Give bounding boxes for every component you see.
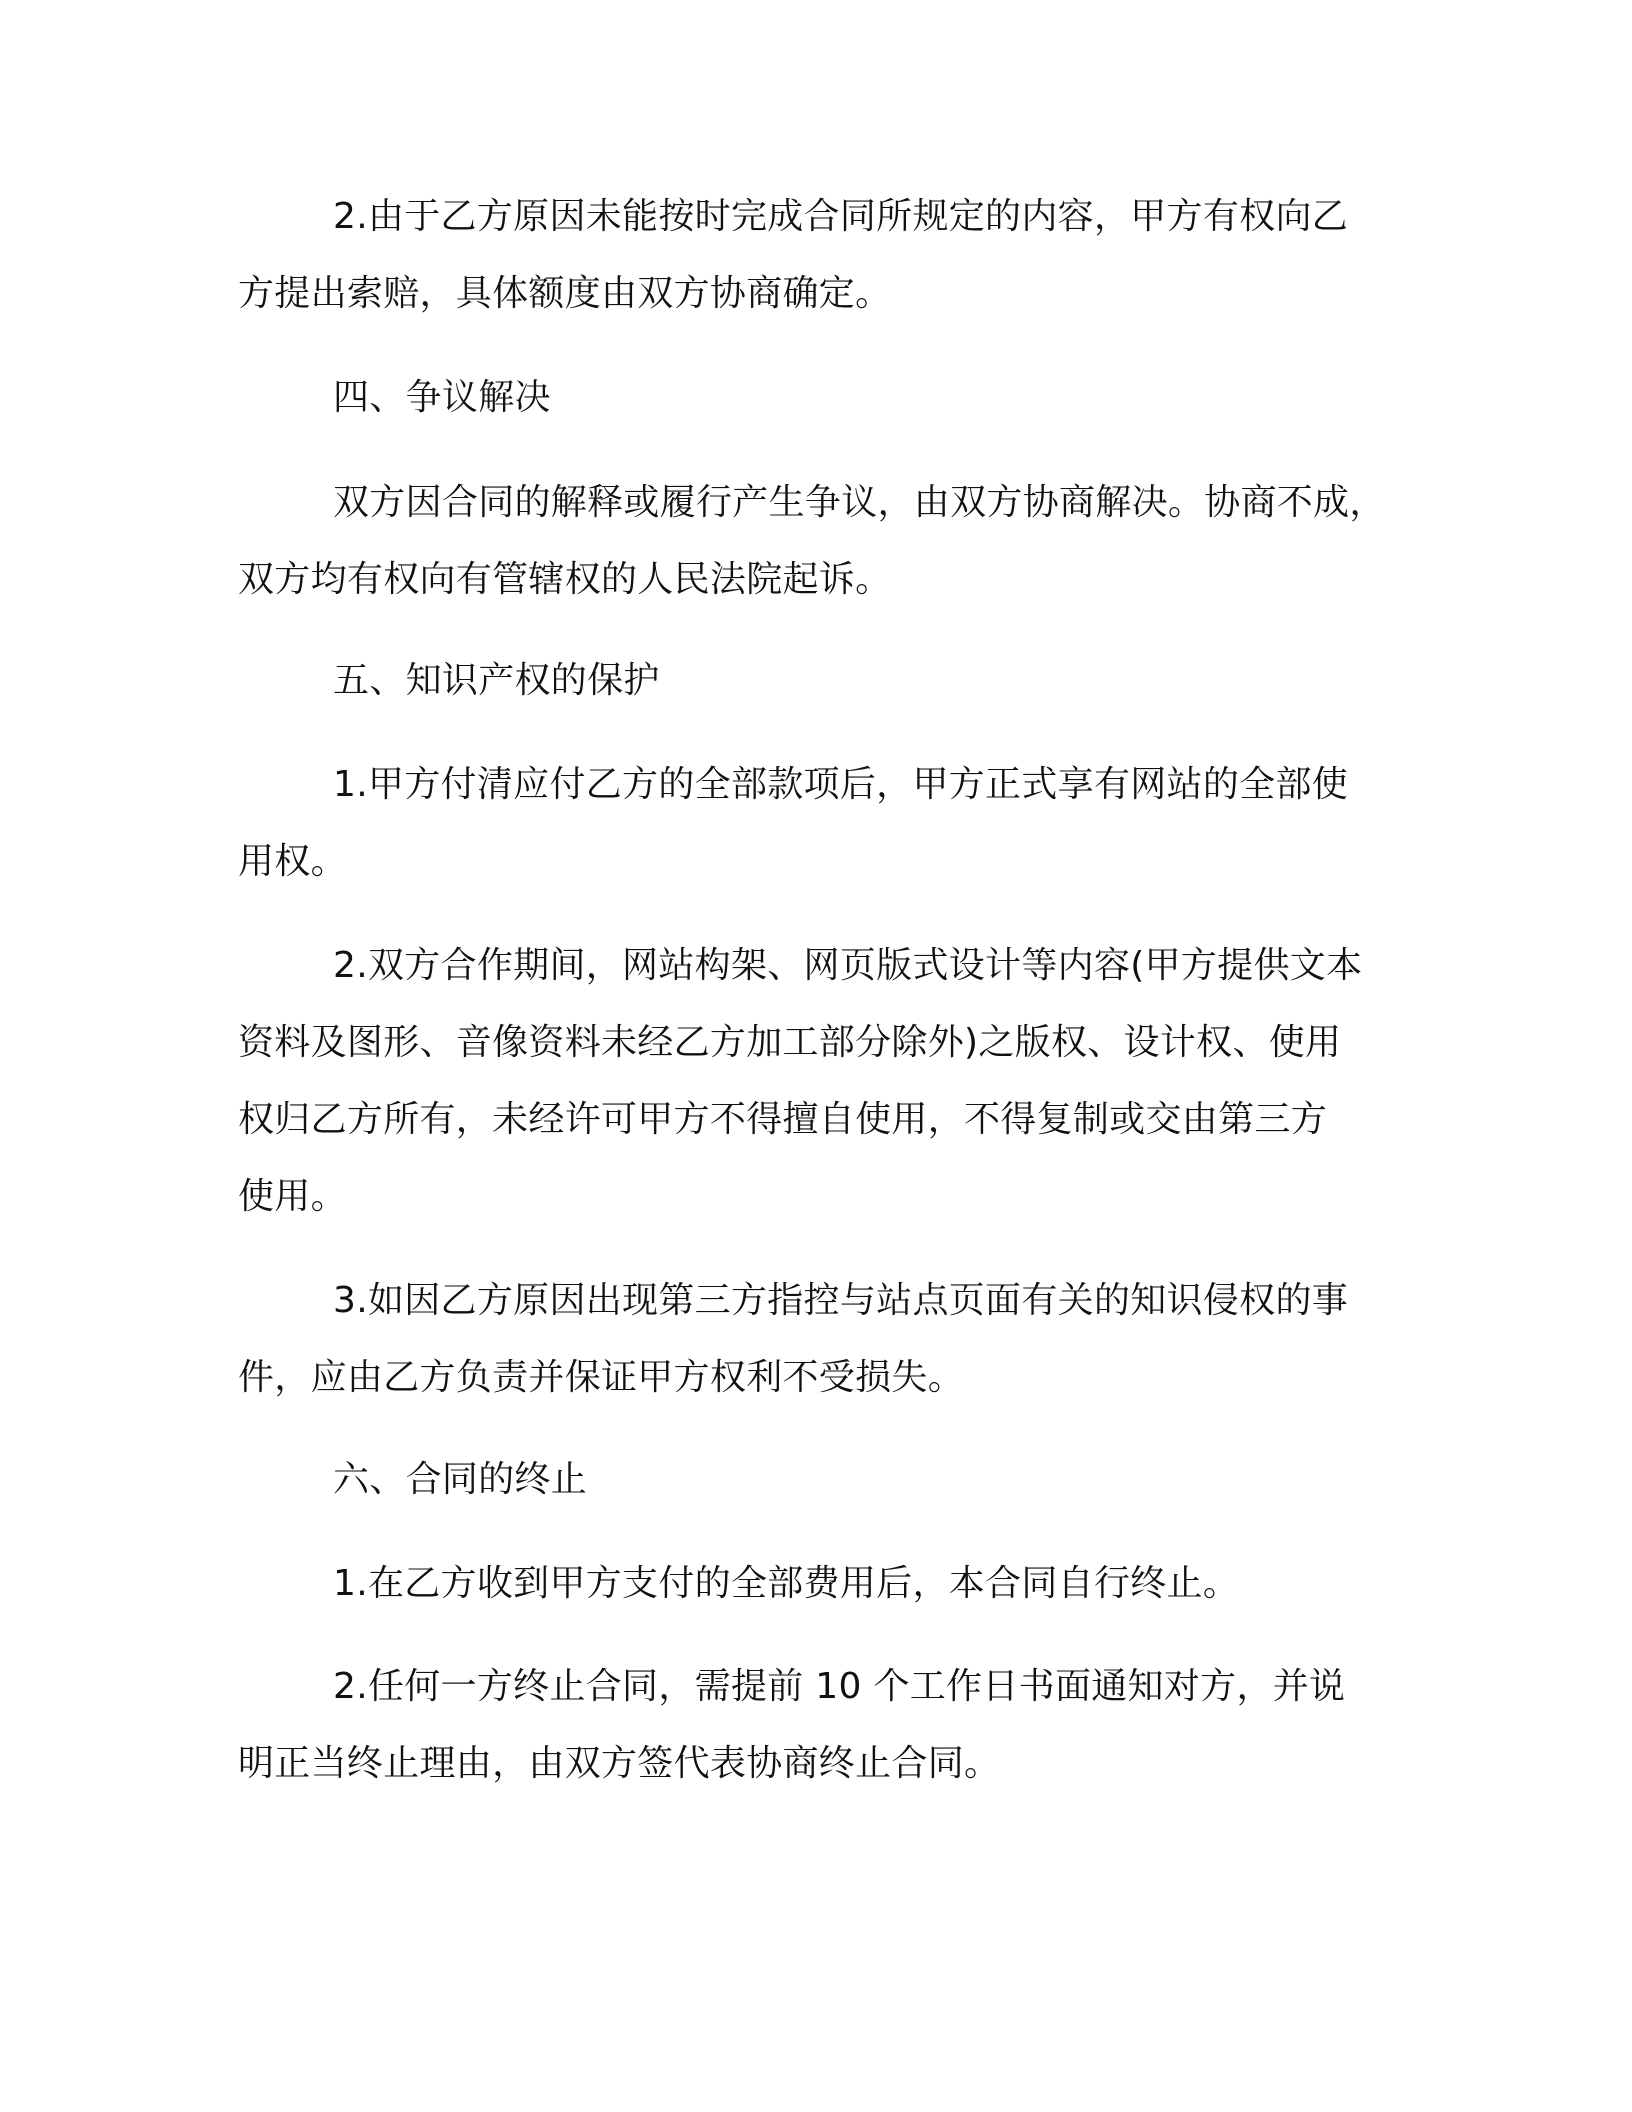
dispute-paragraph-line-1: 双方因合同的解释或履行产生争议，由双方协商解决。协商不成， [333, 482, 1386, 523]
clause-3-2-line-1: 2.由于乙方原因未能按时完成合同所规定的内容，甲方有权向乙 [333, 196, 1349, 237]
clause-5-2-line-1: 2.双方合作期间，网站构架、网页版式设计等内容(甲方提供文本 [333, 945, 1363, 986]
clause-5-3-line-1: 3.如因乙方原因出现第三方指控与站点页面有关的知识侵权的事 [333, 1280, 1349, 1321]
clause-6-2-line-1: 2.任何一方终止合同，需提前 10 个工作日书面通知对方，并说 [333, 1666, 1346, 1707]
clause-5-2-line-3: 权归乙方所有，未经许可甲方不得擅自使用，不得复制或交由第三方 [238, 1099, 1328, 1140]
clause-6-2-line-2: 明正当终止理由，由双方签代表协商终止合同。 [238, 1743, 1001, 1784]
section-heading-termination: 六、合同的终止 [333, 1459, 588, 1500]
clause-6-1-line-1: 1.在乙方收到甲方支付的全部费用后，本合同自行终止。 [333, 1563, 1240, 1604]
clause-5-1-line-2: 用权。 [238, 841, 347, 882]
section-heading-ip: 五、知识产权的保护 [333, 660, 660, 701]
clause-5-2-line-4: 使用。 [238, 1176, 347, 1217]
dispute-paragraph-line-2: 双方均有权向有管辖权的人民法院起诉。 [238, 559, 892, 600]
section-heading-dispute: 四、争议解决 [333, 377, 551, 418]
clause-5-1-line-1: 1.甲方付清应付乙方的全部款项后，甲方正式享有网站的全部使 [333, 764, 1349, 805]
clause-5-2-line-2: 资料及图形、音像资料未经乙方加工部分除外)之版权、设计权、使用 [238, 1022, 1342, 1063]
clause-3-2-line-2: 方提出索赔，具体额度由双方协商确定。 [238, 273, 892, 314]
clause-5-3-line-2: 件，应由乙方负责并保证甲方权利不受损失。 [238, 1357, 965, 1398]
